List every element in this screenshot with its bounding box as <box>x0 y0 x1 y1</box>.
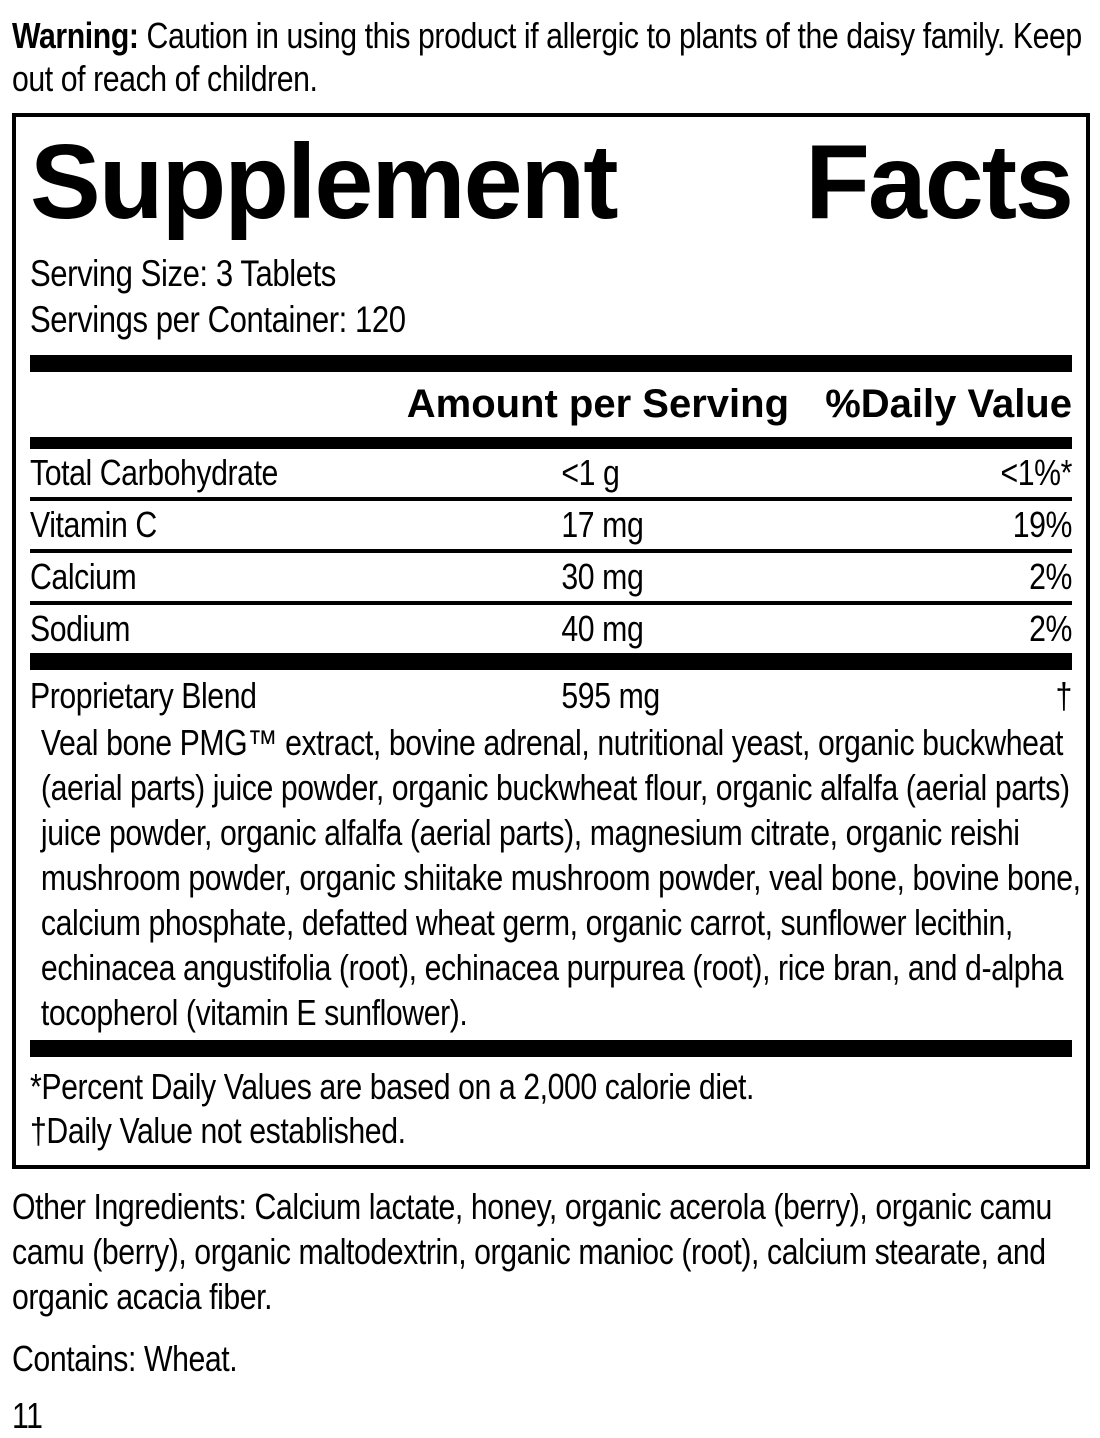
table-row-proprietary-blend <box>30 670 1072 720</box>
nutrient-daily-value-dagger: † <box>1055 675 1072 716</box>
table-row-calcium <box>30 553 1072 601</box>
table-header-row <box>30 372 1072 437</box>
divider-below-header <box>30 437 1072 449</box>
column-header-amount-per-serving: Amount per Serving <box>406 382 789 426</box>
panel-title-word-facts: Facts <box>805 123 1072 241</box>
proprietary-blend-description: Veal bone PMG™ extract, bovine adrenal, nutritional yeast, organic buckwheat (aerial parts) juice powder, organic buckwheat flour, organic alfalfa (aerial parts) juice powder, organic alfalfa (aerial parts), magnesium citrate, organic reishi mushroom powder, organic shiitake mushroom powder, veal bone, bovine bone, calcium phosphate, defatted wheat germ, organic carrot, sunflower lecithin, echinacea angustifolia (root), echinacea purpurea (root), rice bran, and d-alpha tocopherol (vitamin E sunflower). <box>40 722 1081 1033</box>
divider-thick-top <box>30 355 1072 372</box>
nutrient-name: Calcium <box>30 556 137 597</box>
contains-statement: Contains: Wheat. <box>12 1338 238 1379</box>
table-row-total-carbohydrate <box>30 449 1072 497</box>
warning-label: Warning: <box>12 15 139 56</box>
panel-title-word-supplement: Supplement <box>30 123 617 241</box>
servings-per-container: Servings per Container: 120 <box>30 299 406 340</box>
footnotes <box>30 1057 1072 1157</box>
nutrient-name: Total Carbohydrate <box>30 452 278 493</box>
table-row-sodium <box>30 605 1072 653</box>
panel-title <box>30 123 1072 241</box>
nutrient-name: Sodium <box>30 608 131 649</box>
nutrient-daily-value: 2% <box>1029 556 1072 597</box>
nutrient-daily-value: 19% <box>1012 504 1072 545</box>
nutrient-amount: 30 mg <box>561 556 644 597</box>
other-ingredients <box>12 1184 1090 1319</box>
divider-thick-footnotes <box>30 1040 1072 1057</box>
nutrient-amount: <1 g <box>561 452 620 493</box>
serving-size: Serving Size: 3 Tablets <box>30 253 336 294</box>
page-number: 11 <box>12 1395 43 1436</box>
nutrient-amount: 17 mg <box>561 504 644 545</box>
nutrient-amount: 40 mg <box>561 608 644 649</box>
divider-thick-blend <box>30 653 1072 670</box>
supplement-facts-panel <box>12 113 1090 1169</box>
nutrient-daily-value: <1%* <box>1000 452 1072 493</box>
nutrient-name: Proprietary Blend <box>30 675 257 716</box>
nutrient-name: Vitamin C <box>30 504 157 545</box>
footnote-daily-value-not-established: †Daily Value not established. <box>30 1110 406 1151</box>
other-ingredients-label: Other Ingredients: <box>12 1186 247 1227</box>
other-ingredients-text: Calcium lactate, honey, organic acerola (berry), organic camu camu (berry), organic maltodextrin, organic manioc (root), calcium stearate, and organic acacia fiber. <box>12 1186 1052 1317</box>
table-row-vitamin-c <box>30 501 1072 549</box>
nutrient-daily-value: 2% <box>1029 608 1072 649</box>
footnote-percent-daily-values: *Percent Daily Values are based on a 2,000 calorie diet. <box>30 1066 754 1107</box>
warning-text: Caution in using this product if allergic to plants of the daisy family. Keep out of reach of children. <box>12 15 1082 99</box>
warning-statement <box>12 14 1090 100</box>
nutrient-amount: 595 mg <box>561 675 660 716</box>
column-header-daily-value: %Daily Value <box>825 382 1072 426</box>
